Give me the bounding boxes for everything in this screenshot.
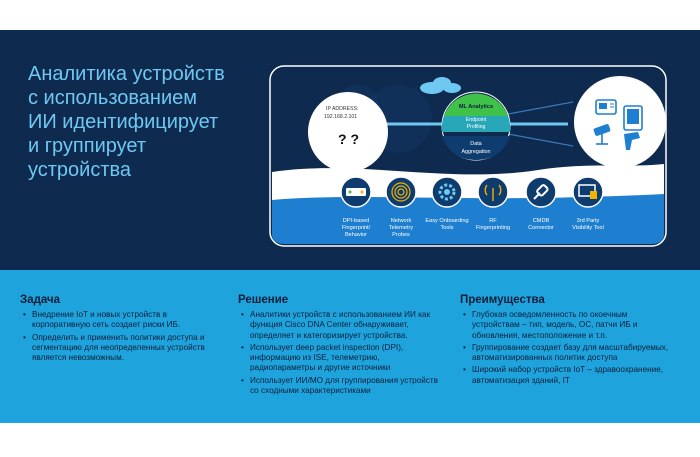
source-label: Network [390,218,412,224]
list-item: • Группирование создает базу для масштабируемых, автоматизированных политик доступа [472,343,675,364]
headline-line: и группирует [28,135,147,157]
source-label: Connector [528,225,554,231]
source-label: Behavior [344,232,368,238]
source-label: Visibility Tool [572,225,604,231]
source-label: CMDB [532,218,550,224]
top-margin [0,0,700,30]
list-item: • Аналитики устройств с использованием ИИ как функция Cisco DNA Center обнаруживает, определяет и категоризирует устройства. [250,310,440,341]
source-label: RF [489,218,497,224]
data-label: Data [470,141,482,147]
source-label: Telemetry [388,225,414,231]
source-label: Fingerprinting [475,225,511,231]
ip-label: IP ADDRESS: [326,106,359,112]
source-label: Easy Onboarding [425,218,469,224]
headline-line: Аналитика устройств [28,63,225,85]
ml-analytics-label: ML Analytics [458,104,494,110]
source-label: Fingerprint/ [341,225,371,231]
column-benefits [460,294,675,388]
headline-line: с использованием [28,87,198,109]
list-item: • Широкий набор устройств IoT – здравоохранение, автоматизация зданий, IT [472,365,675,386]
aggregation-label: Aggregation [461,149,491,155]
unknown-device-marks: ? ? [338,131,359,147]
list-item: • Использует deep packet inspection (DPI), информацию из ISE, телеметрию, радиопараметры и другие источники [250,343,440,374]
column-solution [238,294,440,398]
endpoint-label: Endpoint [465,117,487,123]
headline-line: устройства [28,159,132,181]
profiling-label: Profiling [466,124,486,130]
source-label: Tools [440,225,454,231]
column-list [20,310,220,363]
list-item: • Внедрение IoT и новых устройств в корпоративную сеть создает риски ИБ. [32,310,220,331]
column-title: Преимущества [460,294,545,306]
device-card [308,92,388,172]
column-list [238,310,440,396]
source-label: 3rd Party [576,218,600,224]
headline-line: ИИ идентифицирует [28,111,219,133]
source-label: DPI-based [342,218,370,224]
endpoints-cluster [574,76,666,168]
headline [28,62,268,182]
device-analytics-diagram [268,64,688,252]
analytics-engine [442,92,510,160]
source-label: Probes [392,232,410,238]
ip-value: 192.168.2.101 [324,114,358,120]
column-list [460,310,675,386]
list-item: • Использует ИИ/МО для группирования устройств со сходными характеристиками [250,376,440,397]
bottom-margin [0,423,700,457]
column-title: Задача [20,294,61,306]
list-item: • Определить и применить политики доступа и сегментацию для неопределенных устройств является невозможным. [32,333,220,364]
dpi-server-icon [346,188,366,196]
column-title: Решение [238,294,289,306]
list-item: • Глубокая осведомленность по окоечным устройствам – тип, модель, ОС, патчи ИБ и обновления, местоположение и т.п. [472,310,675,341]
column-task [20,294,220,365]
